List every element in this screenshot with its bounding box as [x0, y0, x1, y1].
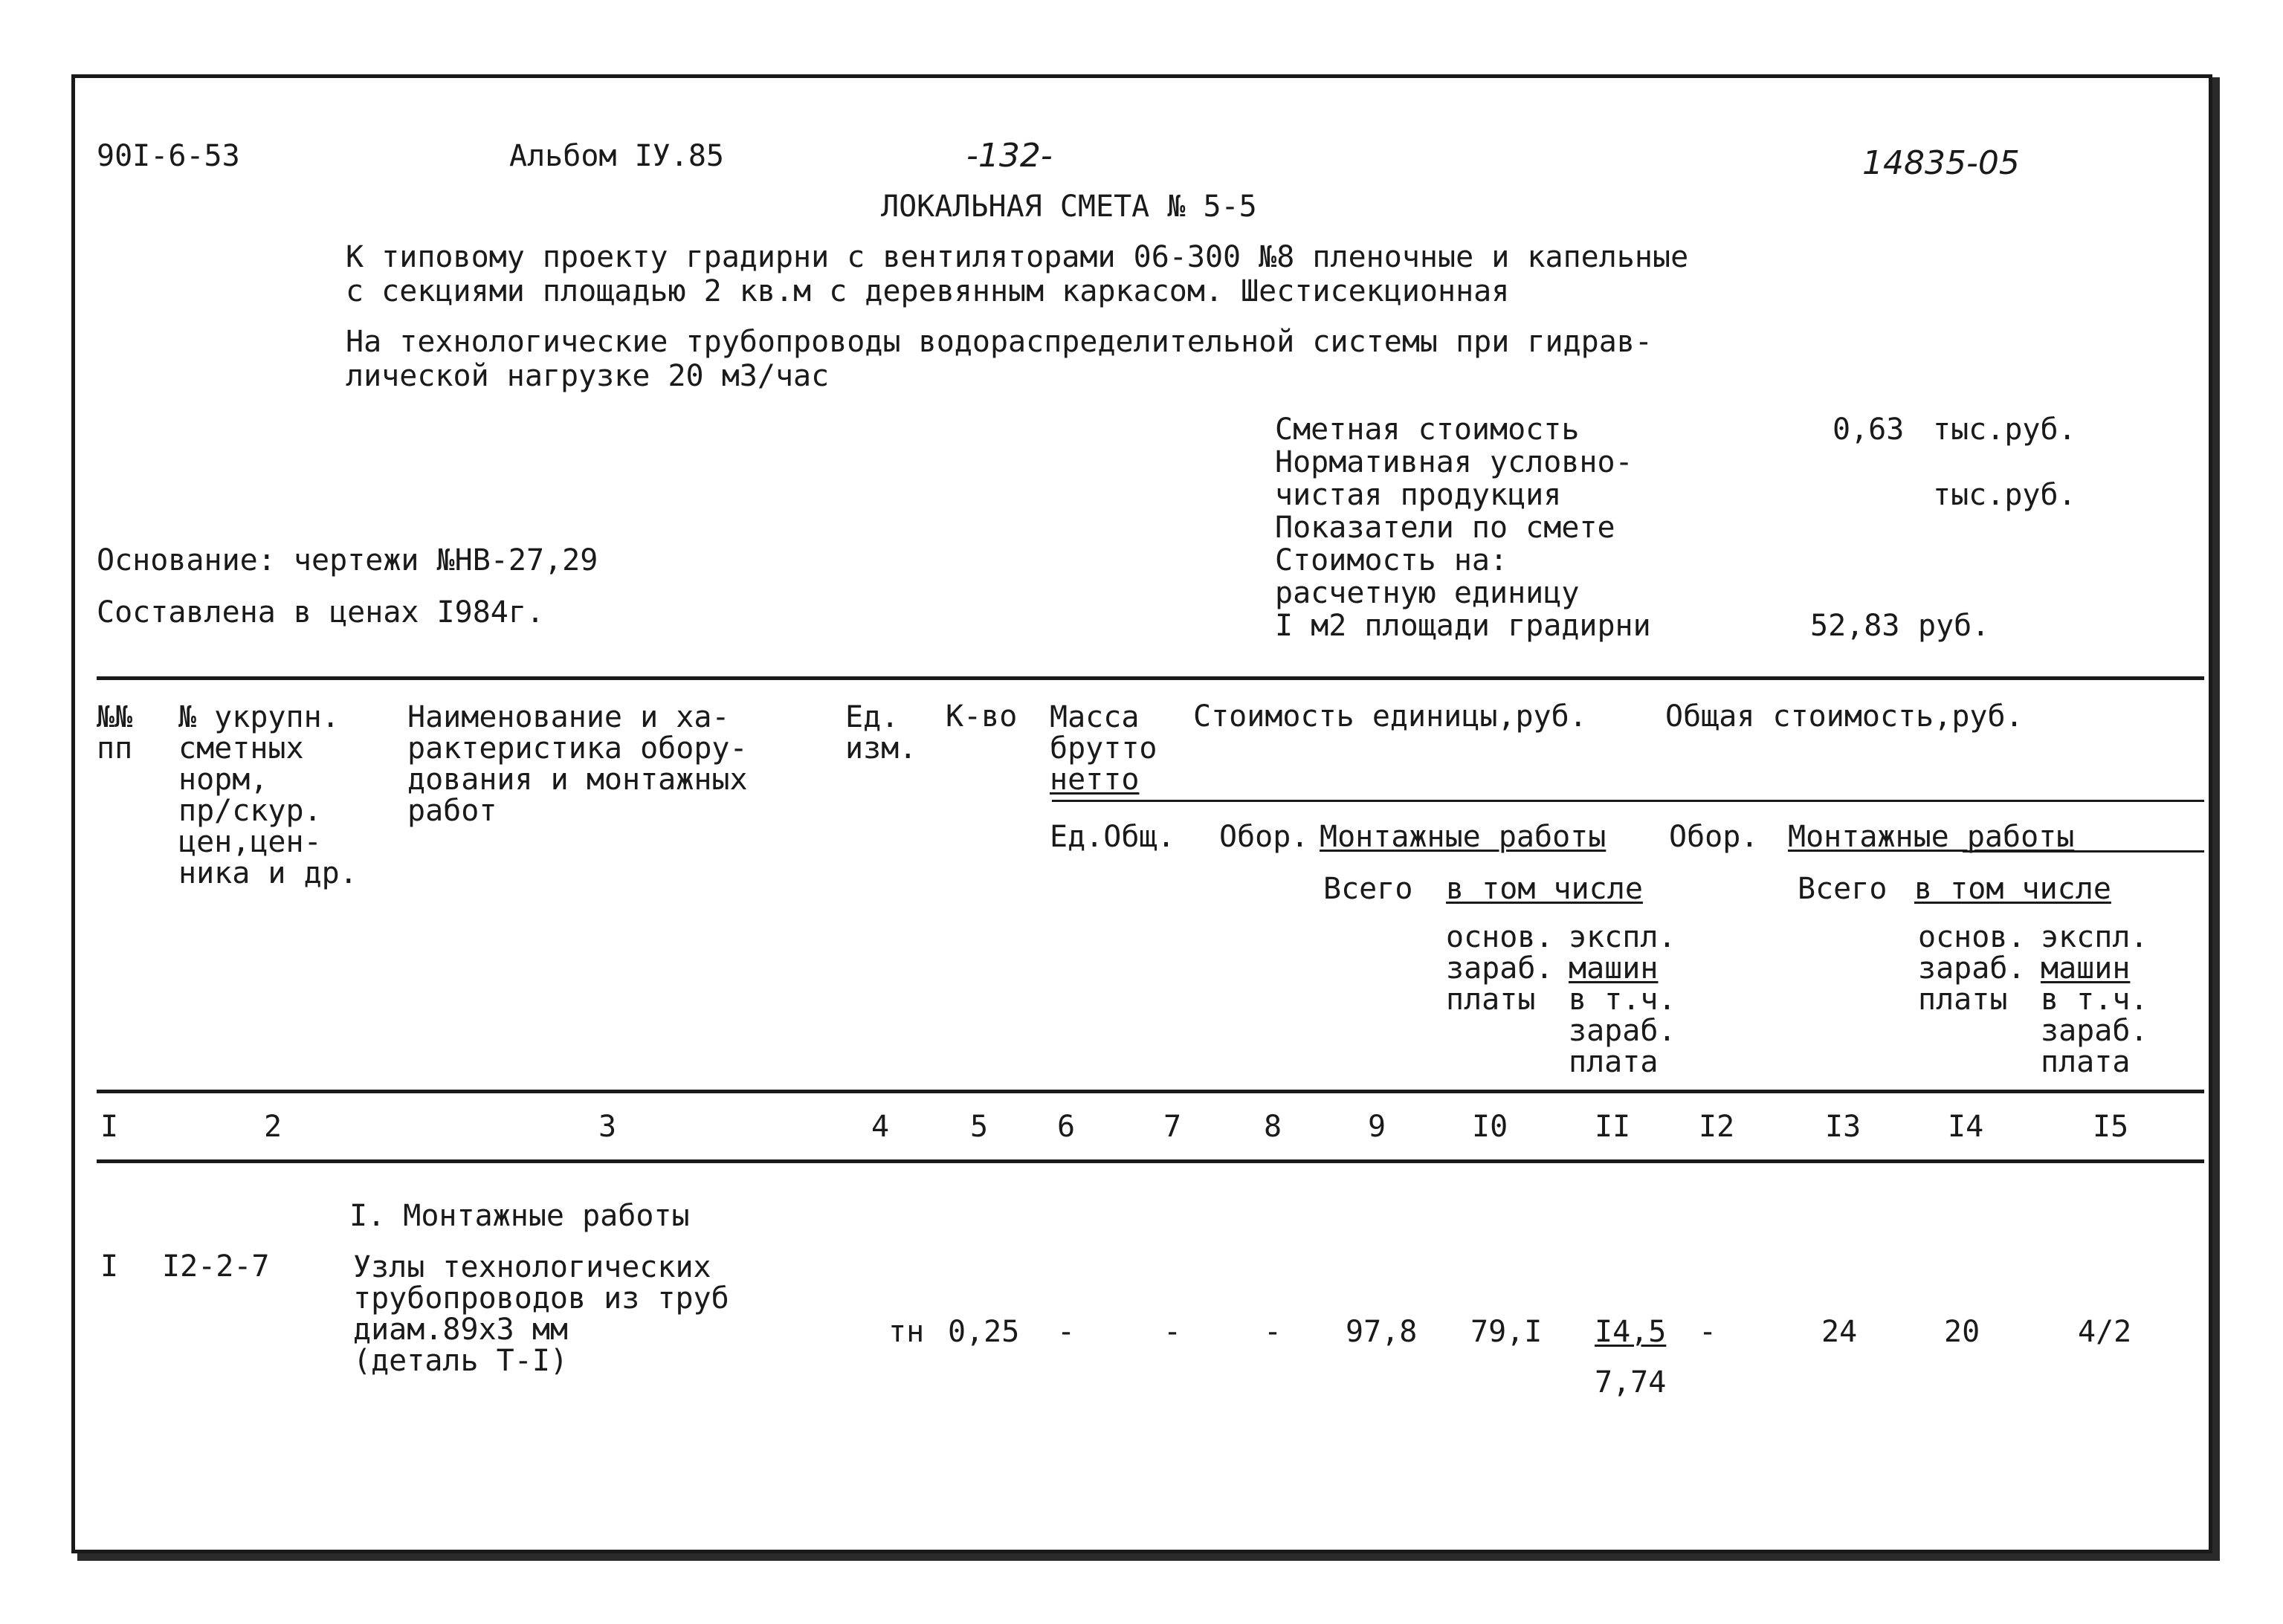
- row-c6: -: [1057, 1315, 1076, 1349]
- cost-per-label-3: I м2 площади градирни: [1275, 609, 1651, 643]
- row-c15: 4/2: [2078, 1315, 2132, 1349]
- prices-text: Составлена в ценах I984г.: [97, 595, 545, 630]
- header-rule-1: [1052, 800, 2204, 802]
- header-ekspl-2: экспл. машин в т.ч. зараб. плата: [2041, 920, 2148, 1079]
- header-ekspl-1: экспл. машин в т.ч. зараб. плата: [1569, 920, 1676, 1079]
- colnum-4: 4: [871, 1110, 890, 1144]
- page-number: -132-: [966, 137, 1053, 175]
- row-c8: -: [1264, 1315, 1282, 1349]
- header-bottom-rule: [97, 1090, 2204, 1093]
- document-title: ЛОКАЛЬНАЯ СМЕТА № 5-5: [881, 190, 1257, 224]
- row-c11: I4,5: [1595, 1315, 1667, 1349]
- subject-line-2: лической нагрузке 20 м3/час: [346, 359, 830, 393]
- header-osnov-2: основ. зараб. платы: [1918, 920, 2026, 1017]
- header-osnov-1: основ. зараб. платы: [1446, 920, 1554, 1017]
- album-label: Альбом IУ.85: [509, 139, 724, 173]
- archive-number: 14835-05: [1862, 144, 2020, 182]
- col-header-total-cost: Общая стоимость,руб.: [1665, 699, 2024, 734]
- row-qty: 0,25: [948, 1315, 1020, 1349]
- colnum-12: I2: [1699, 1110, 1735, 1144]
- row-c9: 97,8: [1346, 1315, 1418, 1349]
- colnum-11: II: [1595, 1110, 1631, 1144]
- column-numbers-rule: [97, 1159, 2204, 1163]
- row-number: I: [100, 1249, 119, 1284]
- col-header-code: № укрупн. сметных норм, пр/скур. цен,цен- ника и др.: [178, 700, 358, 890]
- colnum-6: 6: [1057, 1110, 1076, 1144]
- cost-per-value: 52,83: [1810, 609, 1900, 643]
- header-obor-2: Обор.: [1669, 820, 1759, 854]
- project-line-1: К типовому проекту градирни с вентиляторами 06-300 №8 пленочные и капельные: [346, 240, 1689, 274]
- colnum-13: I3: [1825, 1110, 1861, 1144]
- row-code: I2-2-7: [162, 1249, 270, 1284]
- col-header-mass: Масса брутто нетто: [1050, 700, 1157, 797]
- row-c13: 24: [1821, 1315, 1858, 1349]
- header-mont-2: Монтажные работы: [1788, 820, 2075, 854]
- col-header-unit-cost: Стоимость единицы,руб.: [1193, 699, 1587, 734]
- col-header-unit: Ед. изм.: [845, 700, 917, 766]
- row-c12: -: [1699, 1315, 1717, 1349]
- col-header-num: №№ пп: [97, 700, 133, 766]
- row-name: Узлы технологических трубопроводов из труб диам.89х3 мм (деталь Т-I): [353, 1250, 729, 1378]
- colnum-15: I5: [2093, 1110, 2129, 1144]
- estimated-cost-label: Сметная стоимость: [1275, 413, 1580, 447]
- header-vsego-2: Всего: [1798, 872, 1888, 906]
- colnum-7: 7: [1163, 1110, 1182, 1144]
- cost-per-unit: руб.: [1918, 609, 1990, 643]
- doc-code: 90I-6-53: [97, 139, 240, 173]
- indicators-label: Показатели по смете: [1275, 511, 1615, 545]
- row-c7: -: [1163, 1315, 1182, 1349]
- table-top-rule: [97, 676, 2204, 680]
- header-obor-1: Обор.: [1219, 820, 1309, 854]
- colnum-8: 8: [1264, 1110, 1282, 1144]
- project-line-2: с секциями площадью 2 кв.м с деревянным каркасом. Шестисекционная: [346, 274, 1510, 308]
- normative-label-2: чистая продукция: [1275, 478, 1562, 512]
- normative-label-1: Нормативная условно-: [1275, 445, 1633, 479]
- col-header-qty: К-во: [946, 699, 1018, 734]
- colnum-5: 5: [970, 1110, 989, 1144]
- header-ed-obsh: Ед.Общ.: [1050, 820, 1175, 854]
- colnum-2: 2: [264, 1110, 282, 1144]
- header-vtom-1: в том числе: [1446, 872, 1643, 906]
- cost-per-label-1: Стоимость на:: [1275, 543, 1508, 578]
- subject-line-1: На технологические трубопроводы водораспределительной системы при гидрав-: [346, 325, 1653, 359]
- section-title: I. Монтажные работы: [349, 1199, 690, 1233]
- frame-edge: [2212, 77, 2220, 1561]
- colnum-1: I: [100, 1110, 119, 1144]
- estimated-cost-unit: тыс.руб.: [1933, 413, 2076, 447]
- row-c11-wage: 7,74: [1595, 1365, 1667, 1400]
- row-unit: тн: [888, 1315, 925, 1349]
- cost-per-label-2: расчетную единицу: [1275, 576, 1580, 610]
- normative-unit: тыс.руб.: [1933, 478, 2076, 512]
- estimated-cost-value: 0,63: [1832, 413, 1905, 447]
- header-vtom-2: в том числе: [1914, 872, 2111, 906]
- col-header-name: Наименование и ха- рактеристика обору- дования и монтажных работ: [407, 700, 748, 828]
- frame-edge-bottom: [77, 1553, 2220, 1561]
- header-vsego-1: Всего: [1323, 872, 1413, 906]
- colnum-14: I4: [1948, 1110, 1984, 1144]
- basis-text: Основание: чертежи №НВ-27,29: [97, 543, 598, 578]
- colnum-3: 3: [598, 1110, 617, 1144]
- row-c10: 79,I: [1470, 1315, 1543, 1349]
- row-c14: 20: [1944, 1315, 1980, 1349]
- colnum-10: I0: [1472, 1110, 1508, 1144]
- header-mont-1: Монтажные работы: [1320, 820, 1607, 854]
- colnum-9: 9: [1368, 1110, 1386, 1144]
